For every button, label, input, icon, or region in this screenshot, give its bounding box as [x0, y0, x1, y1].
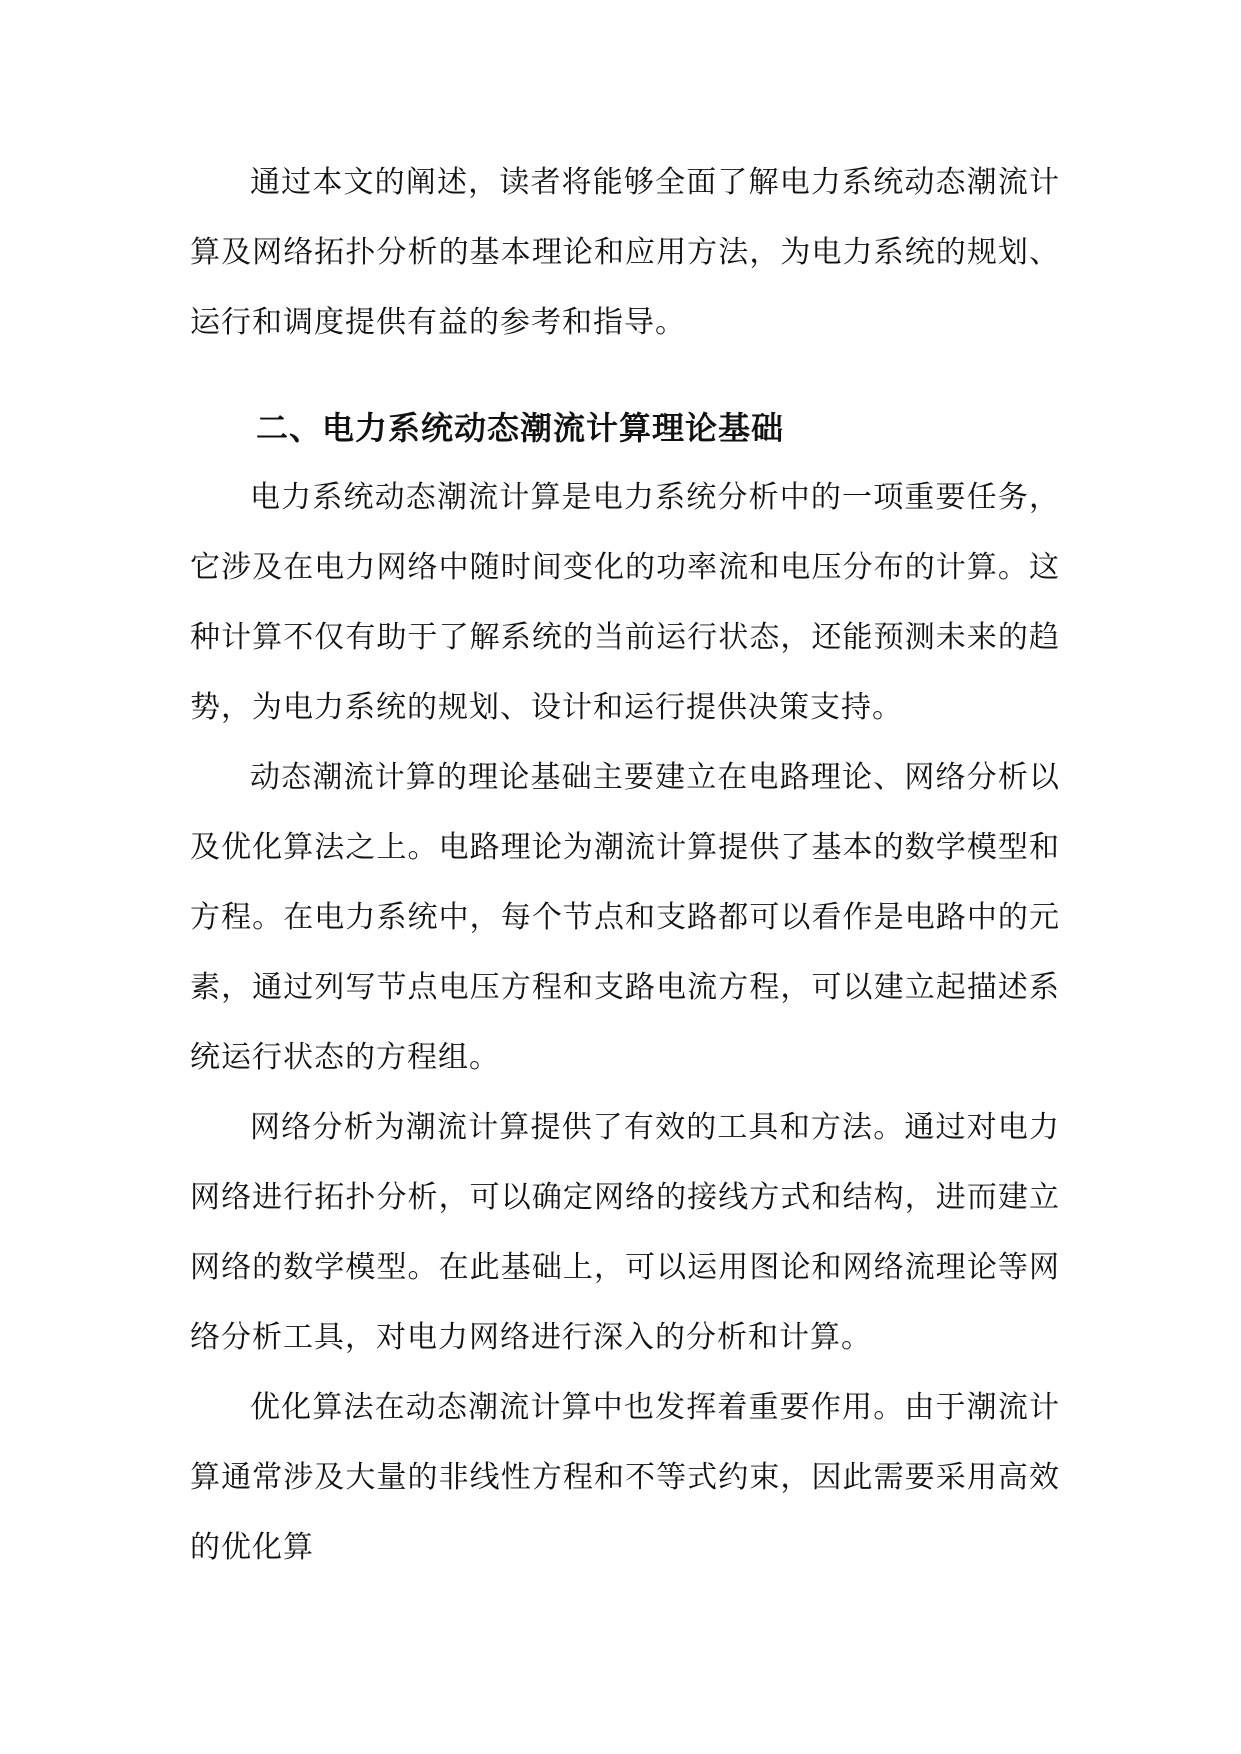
- body-paragraph-1: 电力系统动态潮流计算是电力系统分析中的一项重要任务，它涉及在电力网络中随时间变化的功率流和电压分布的计算。这种计算不仅有助于了解系统的当前运行状态，还能预测未来的趋势，为电力系统的规划、设计和运行提供决策支持。: [190, 480, 1060, 725]
- body-paragraph-3: 网络分析为潮流计算提供了有效的工具和方法。通过对电力网络进行拓扑分析，可以确定网络的接线方式和结构，进而建立网络的数学模型。在此基础上，可以运用图论和网络流理论等网络分析工具，对电力网络进行深入的分析和计算。: [190, 1110, 1060, 1355]
- document-page: [190, 148, 1060, 1583]
- section-heading: 二、电力系统动态潮流计算理论基础: [256, 409, 785, 447]
- body-paragraph-2: 动态潮流计算的理论基础主要建立在电路理论、网络分析以及优化算法之上。电路理论为潮流计算提供了基本的数学模型和方程。在电力系统中，每个节点和支路都可以看作是电路中的元素，通过列写节点电压方程和支路电流方程，可以建立起描述系统运行状态的方程组。: [190, 760, 1060, 1075]
- intro-paragraph: 通过本文的阐述，读者将能够全面了解电力系统动态潮流计算及网络拓扑分析的基本理论和应用方法，为电力系统的规划、运行和调度提供有益的参考和指导。: [190, 165, 1060, 340]
- body-paragraph-4: 优化算法在动态潮流计算中也发挥着重要作用。由于潮流计算通常涉及大量的非线性方程和不等式约束，因此需要采用高效的优化算: [190, 1390, 1060, 1565]
